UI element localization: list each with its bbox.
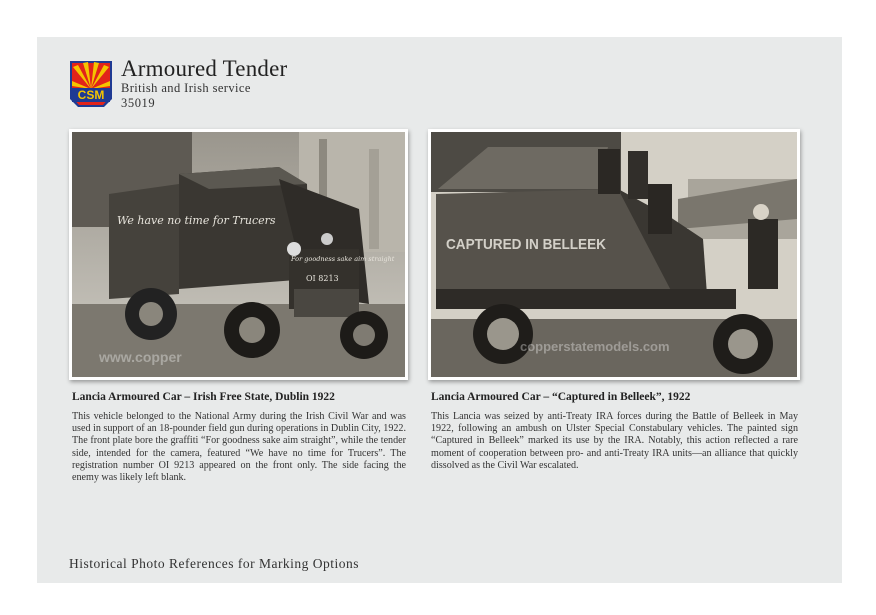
photo-dublin-1922 xyxy=(69,129,408,380)
csm-logo xyxy=(68,59,114,109)
logo-text: CSM xyxy=(77,88,105,102)
photo-belleek-1922 xyxy=(428,129,800,380)
front-graffiti-text: For goodness sake aim straight xyxy=(291,255,395,263)
side-graffiti-text: CAPTURED IN BELLEEK xyxy=(446,236,607,253)
caption-body-dublin: This vehicle belonged to the National Army during the Irish Civil War and was used in support of an 18-pounder field gun during operations in Dublin City, 1922. The front plate bore the graffiti “For goodness sake aim straight”, while the tender side, intended for the camera, featured “We have no time for Trucers”. The registration number OI 9213 appeared on the front only. The side facing the enemy was likely left blank. xyxy=(72,411,406,484)
caption-title-dublin: Lancia Armoured Car – Irish Free State, Dublin 1922 xyxy=(72,391,335,403)
caption-title-belleek: Lancia Armoured Car – “Captured in Belleek”, 1922 xyxy=(431,391,691,403)
registration-plate: OI 8213 xyxy=(306,274,339,283)
page-subtitle: British and Irish service xyxy=(121,81,251,95)
page-title: Armoured Tender xyxy=(121,56,288,81)
product-code: 35019 xyxy=(121,96,156,110)
caption-body-belleek: This Lancia was seized by anti-Treaty IRA forces during the Battle of Belleek in May 1922, following an ambush on Ulster Special Constabulary vehicles. The painted sign “Captured in Belleek” marked its use by the IRA. Notably, this action reflected a rare moment of cooperation between pro- and anti-Treaty IRA units—an alliance that quickly dissolved as the Civil War escalated. xyxy=(431,411,798,471)
photo-watermark: www.copper xyxy=(99,349,182,365)
footer-note: Historical Photo References for Marking Options xyxy=(69,556,360,571)
side-graffiti-text: We have no time for Trucers xyxy=(117,214,276,227)
photo-watermark: copperstatemodels.com xyxy=(520,339,670,354)
